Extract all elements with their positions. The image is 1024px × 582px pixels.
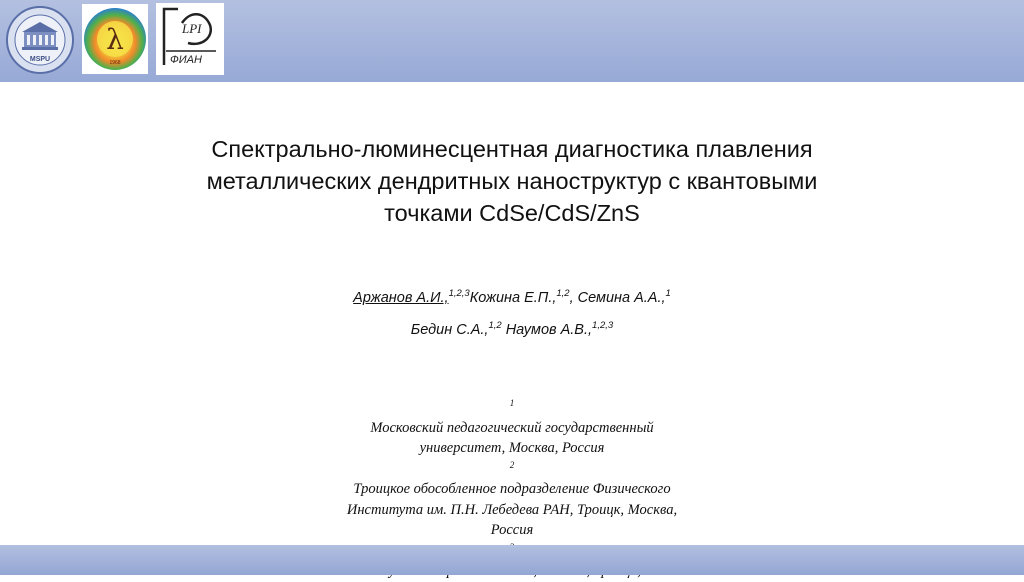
author-affil-sup: 1,2,3 xyxy=(448,288,470,299)
authors-line-2 xyxy=(212,319,812,341)
author-name: Кожина Е.П., xyxy=(469,290,557,306)
mspu-logo-text: MSPU xyxy=(29,56,51,63)
affiliation-text: Россия xyxy=(490,522,534,538)
affiliation-text: Института им. П.Н. Лебедева РАН, Троицк, Москва, xyxy=(346,501,678,518)
fian-lpi-text: LPI xyxy=(182,21,202,36)
author-name: Бедин С.А., xyxy=(410,322,489,338)
authors-block xyxy=(212,287,812,341)
affiliation-text: Московский педагогический государственный xyxy=(370,419,654,436)
author-name: Аржанов А.И., xyxy=(353,290,449,306)
affiliation-line xyxy=(262,459,762,500)
mspu-logo xyxy=(6,5,74,75)
isan-year: 1968 xyxy=(109,60,121,66)
authors-line-1 xyxy=(212,287,812,309)
fian-logo xyxy=(156,3,224,75)
fian-text: ФИАН xyxy=(170,54,202,66)
affiliation-text: Троицкое обособленное подразделение Физического xyxy=(353,481,671,497)
affiliation-line xyxy=(262,438,762,459)
affiliation-line xyxy=(262,500,762,521)
footer-band xyxy=(0,545,1024,575)
author-affil-sup: 1 xyxy=(665,288,671,299)
author-affil-sup: 1,2,3 xyxy=(592,320,614,331)
affiliation-sup: 2 xyxy=(509,459,515,470)
affiliation-line xyxy=(262,520,762,541)
title-line: точками CdSe/CdS/ZnS xyxy=(384,200,640,226)
author-affil-sup: 1,2 xyxy=(488,320,502,331)
title-line: металлических дендритных наноструктур с квантовыми xyxy=(206,168,818,194)
slide-title xyxy=(112,133,912,229)
isan-logo xyxy=(82,4,148,74)
affiliation-text: университет, Москва, Россия xyxy=(419,440,605,456)
author-affil-sup: 1,2 xyxy=(556,288,570,299)
author-name: , Семина А.А., xyxy=(569,290,666,306)
header-band xyxy=(0,0,1024,82)
title-line: Спектрально-люминесцентная диагностика плавления xyxy=(211,136,813,162)
lambda-symbol: λ xyxy=(106,23,124,56)
affiliation-line xyxy=(262,397,762,438)
author-name: Наумов А.В., xyxy=(501,322,593,338)
affiliation-sup: 1 xyxy=(509,398,515,408)
